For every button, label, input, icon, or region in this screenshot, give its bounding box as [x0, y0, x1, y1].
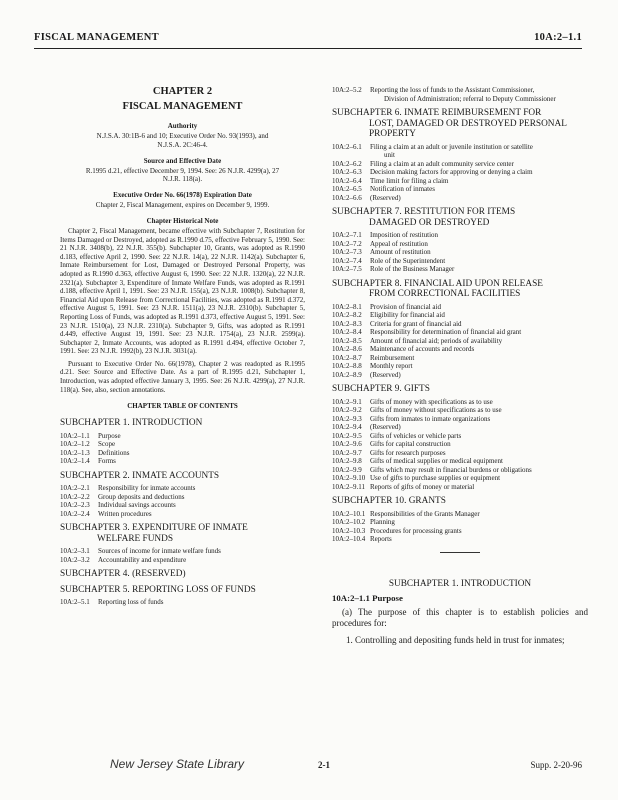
toc-entry[interactable] — [60, 510, 305, 519]
subchapter-heading[interactable] — [60, 418, 305, 429]
toc-entry[interactable] — [332, 240, 588, 249]
toc-entry-title: Forms — [98, 457, 116, 466]
toc-entry-number: 10A:2–7.3 — [332, 248, 362, 256]
toc-entry-title: Gifts of vehicles or vehicle parts — [370, 431, 462, 440]
toc-entry-number: 10A:2–2.4 — [60, 509, 90, 518]
toc-entry[interactable] — [60, 449, 305, 458]
authority-heading: Authority — [167, 122, 198, 130]
history-paragraph-2: Pursuant to Executive Order No. 66(1978), Chapter 2 was readopted as R.1995 d.21. See: Source and Effective Date. As a part of R.1995 d.21, Subchapter 1, Introduction, was adopted effective January 3, 1995. See: 26 N.J.R. 4299(a), 27 N.J.R. 118(a). See, also, section annotations. — [60, 359, 305, 394]
toc-entry-title: Individual savings accounts — [98, 501, 176, 510]
toc-entry-number: 10A:2–10.2 — [332, 518, 366, 526]
toc-entry-number: 10A:2–6.6 — [332, 193, 362, 202]
subchapter-heading-line-2: LOST, DAMAGED OR DESTROYED PERSONAL PROPERTY — [369, 118, 567, 139]
authority-text: N.J.S.A. 30:1B-6 and 10; Executive Order No. 93(1993), and N.J.S.A. 2C:46-4. — [96, 132, 269, 149]
subchapter-heading[interactable] — [60, 471, 305, 482]
subchapter-heading-line-1: SUBCHAPTER 1. INTRODUCTION — [60, 418, 203, 429]
toc-entry-number: 10A:2–8.9 — [332, 370, 362, 379]
subchapter-heading[interactable] — [60, 569, 305, 580]
toc-entry-title: Notification of inmates — [370, 185, 435, 193]
toc-entry-title: Gifts for capital construction — [370, 440, 451, 448]
toc-entry-title: Group deposits and deductions — [98, 492, 185, 501]
history-paragraph-1: Chapter 2, Fiscal Management, became effective with Subchapter 7, Restitution for Items Damaged or Destroyed, adopted as R.1990 d.75, effective February 5, 1990. See: 21 N.J.R. 3408(b), 22 N.J.R. 355(b). Subchapter 10, Grants, was adopted as R.1990 d.183, effective April 2, 1990. See: 22 N.J.R. 14(a), 22 N.J.R. 1142(a). Subchapter 6, Inmate Reimbursement for Lost, Damaged or Destroyed Personal Property, was adopted as R.1990 d.363, effective August 6, 1990. See: 22 N.J.R. 1320(a), 22 N.J.R. 2321(a). Subchapter 3, Expenditure of Inmate Welfare Funds, was adopted as R.1991 d.188, effective April 1, 1991. See: 23 N.J.R. 155(a), 23 N.J.R. 1008(b). Subchapter 8, Financial Aid upon Release from Correctional Facilities, was adopted as R.1991 d.372, effective August 5, 1991. See: 23 N.J.R. 1511(a), 23 N.J.R. 2310(b). Subchapter 5, Reporting Loss of Funds, was adopted as R.1991 d.373, effective August 5, 1991. See: 23 N.J.R. 1510(a), 23 N.J.R. 2310(a). Subchapter 9, Gifts, was adopted as R.1991 d.449, effective August 19, 1991. See: 23 N.J.R. 1754(a), 23 N.J.R. 2599(a). Subchapter 2, Inmate Accounts, was adopted as R.1991 d.494, effective October 7, 1991. See: 23 N.J.R. 1992(b), 23 N.J.R. 3031(a). — [60, 226, 305, 356]
source-heading: Source and Effective Date — [143, 156, 222, 165]
toc-entry-title: Reporting loss of funds — [98, 598, 164, 607]
toc-entry-number: 10A:2–8.8 — [332, 362, 362, 370]
toc-entry-number: 10A:2–10.4 — [332, 535, 366, 543]
toc-entry-title: Sources of income for inmate welfare funds — [98, 547, 221, 556]
subchapter-heading[interactable] — [332, 207, 588, 228]
toc-entry[interactable] — [60, 432, 305, 441]
toc-entry-title: Written procedures — [98, 509, 152, 518]
chapter-number: CHAPTER 2 — [152, 86, 213, 97]
toc-entry-number: 10A:2–5.2 — [332, 86, 362, 94]
toc-entry-title: Reports — [370, 535, 392, 543]
toc-entry-title: Role of the Superintendent — [370, 256, 446, 265]
toc-entry[interactable] — [60, 493, 305, 502]
toc-entry-title: Scope — [98, 440, 116, 449]
toc-entry-number: 10A:2–8.5 — [332, 336, 362, 345]
toc-entry-number: 10A:2–9.1 — [332, 397, 362, 406]
toc-entry[interactable] — [60, 484, 305, 493]
toc-entry-number: 10A:2–7.5 — [332, 265, 362, 273]
exec-order-text: Chapter 2, Fiscal Management, expires on December 9, 1999. — [95, 201, 270, 210]
toc-entry-title: Monthly report — [370, 362, 413, 370]
toc-entry-title: Gifts of money without specifications as to use — [370, 406, 502, 414]
subchapter-heading-line-1: SUBCHAPTER 8. FINANCIAL AID UPON RELEASE — [332, 278, 543, 289]
toc-entry[interactable] — [332, 466, 588, 475]
section-divider — [440, 552, 480, 553]
toc-right — [332, 108, 588, 544]
toc-entry-title: Definitions — [98, 448, 130, 457]
toc-entry[interactable] — [332, 168, 588, 177]
toc-entry-number: 10A:2–9.5 — [332, 431, 362, 440]
toc-entry-title: Decision making factors for approving or denying a claim — [370, 168, 533, 176]
toc-entry[interactable] — [332, 328, 588, 337]
purpose-item-1: 1. Controlling and depositing funds held in trust for inmates; — [346, 634, 565, 645]
toc-entry-title: Provision of financial aid — [370, 302, 441, 311]
toc-entry-title: Accountability and expenditure — [98, 555, 187, 564]
subchapter-heading-line-2: FROM CORRECTIONAL FACILITIES — [369, 289, 521, 299]
toc-entry[interactable] — [60, 556, 305, 565]
toc-entry-title: Eligibility for financial aid — [370, 311, 445, 319]
toc-entry-number: 10A:2–8.6 — [332, 345, 362, 353]
toc-entry[interactable] — [332, 177, 588, 186]
toc-entry-number: 10A:2–8.4 — [332, 328, 362, 336]
toc-entry[interactable] — [332, 406, 588, 415]
toc-entry[interactable] — [332, 440, 588, 449]
toc-entry-number: 10A:2–6.3 — [332, 168, 362, 176]
toc-entry-number: 10A:2–3.1 — [60, 547, 90, 556]
toc-entry[interactable] — [332, 457, 588, 466]
toc-entry-number: 10A:2–8.3 — [332, 319, 362, 328]
toc-entry-number: 10A:2–6.1 — [332, 142, 362, 151]
toc-entry[interactable] — [332, 474, 588, 483]
toc-entry[interactable] — [332, 248, 588, 257]
toc-entry-title: Gifts of medical supplies or medical equipment — [370, 457, 503, 465]
toc-entry-title: (Reserved) — [370, 193, 401, 202]
exec-order-heading: Executive Order No. 66(1978) Expiration Date — [113, 191, 252, 200]
toc-entry-title: Reporting the loss of funds to the Assistant Commissioner, — [370, 86, 535, 94]
subchapter-heading-line-1: SUBCHAPTER 2. INMATE ACCOUNTS — [60, 470, 220, 481]
running-header — [34, 32, 582, 46]
history-heading: Chapter Historical Note — [146, 216, 219, 225]
left-column — [60, 86, 305, 607]
header-section: 10A:2–1.1 — [534, 32, 582, 43]
toc-entry[interactable] — [332, 303, 588, 312]
section-1-1-heading: 10A:2–1.1 Purpose — [332, 592, 403, 603]
toc-entry[interactable] — [332, 143, 588, 160]
toc-entry-number: 10A:2–2.1 — [60, 484, 90, 493]
toc-entry[interactable] — [332, 345, 588, 354]
toc-entry-number: 10A:2–1.3 — [60, 448, 90, 457]
toc-heading: CHAPTER TABLE OF CONTENTS — [127, 402, 238, 411]
subchapter-heading[interactable] — [60, 523, 305, 544]
toc-entry[interactable] — [332, 257, 588, 266]
subchapter-heading-line-1: SUBCHAPTER 9. GIFTS — [332, 384, 430, 394]
toc-entry[interactable] — [332, 398, 588, 407]
toc-entry[interactable] — [332, 231, 588, 240]
toc-entry-number: 10A:2–2.3 — [60, 501, 90, 510]
toc-entry[interactable] — [332, 185, 588, 194]
toc-entry-title: Gifts for research purposes — [370, 448, 446, 457]
toc-entry-title: Purpose — [98, 431, 121, 440]
toc-entry[interactable] — [332, 535, 588, 544]
toc-entry-title: Imposition of restitution — [370, 231, 439, 239]
toc-entry-title: Gifts which may result in financial burdens or obligations — [370, 465, 532, 474]
toc-entry-title: Role of the Business Manager — [370, 265, 455, 273]
header-title: FISCAL MANAGEMENT — [34, 32, 159, 43]
subchapter-heading[interactable] — [60, 585, 305, 596]
toc-entry[interactable] — [332, 337, 588, 346]
toc-entry-title: Maintenance of accounts and records — [370, 345, 475, 353]
toc-entry-title: Responsibilities of the Grants Manager — [370, 509, 480, 518]
toc-entry[interactable] — [332, 311, 588, 320]
toc-entry-title: Amount of restitution — [370, 248, 431, 256]
toc-entry-number: 10A:2–7.2 — [332, 239, 362, 248]
subchapter-heading-line-2: DAMAGED OR DESTROYED — [369, 217, 490, 228]
toc-entry-number: 10A:2–9.10 — [332, 474, 366, 482]
toc-entry[interactable] — [60, 457, 305, 466]
toc-entry-number: 10A:2–6.4 — [332, 176, 362, 185]
toc-left — [60, 418, 305, 607]
toc-entry[interactable] — [332, 362, 588, 371]
toc-entry-title: Reports of gifts of money or material — [370, 482, 475, 491]
toc-entry-title-cont: unit — [384, 151, 395, 159]
right-column — [332, 86, 588, 652]
subchapter-heading-line-1: SUBCHAPTER 5. REPORTING LOSS OF FUNDS — [60, 584, 256, 595]
toc-entry[interactable] — [332, 371, 588, 380]
toc-entry-number: 10A:2–8.7 — [332, 353, 362, 362]
toc-entry-number: 10A:2–9.2 — [332, 406, 362, 414]
toc-entry-number: 10A:2–1.1 — [60, 431, 90, 440]
library-stamp: New Jersey State Library — [110, 757, 245, 771]
toc-entry[interactable] — [332, 354, 588, 363]
toc-entry-title: Responsibility for inmate accounts — [98, 484, 196, 493]
toc-entry-title: Appeal of restitution — [370, 239, 428, 248]
toc-entry-title: (Reserved) — [370, 370, 401, 379]
subchapter-1-title: SUBCHAPTER 1. INTRODUCTION — [388, 578, 532, 589]
toc-entry-title: Use of gifts to purchase supplies or equipment — [370, 474, 501, 482]
toc-entry-title-cont: Division of Administration; referral to Deputy Commissioner — [384, 94, 556, 103]
toc-entry[interactable] — [332, 423, 588, 432]
toc-entry[interactable] — [332, 483, 588, 492]
toc-entry-title: Reimbursement — [370, 353, 415, 362]
toc-entry-number: 10A:2–3.2 — [60, 555, 90, 564]
subchapter-heading-line-1: SUBCHAPTER 4. (RESERVED) — [60, 569, 186, 580]
toc-entry-number: 10A:2–9.4 — [332, 423, 362, 431]
subchapter-heading-line-1: SUBCHAPTER 10. GRANTS — [332, 496, 446, 506]
toc-entry-number: 10A:2–9.7 — [332, 448, 362, 457]
toc-entry[interactable] — [332, 194, 588, 203]
subchapter-heading-line-1: SUBCHAPTER 6. INMATE REIMBURSEMENT FOR — [332, 108, 542, 118]
subchapter-heading[interactable] — [332, 384, 588, 395]
toc-entry-title: Filing a claim at an adult community service center — [370, 159, 514, 168]
subchapter-heading[interactable] — [332, 496, 588, 507]
toc-entry-title: Amount of financial aid; periods of availability — [370, 336, 503, 345]
toc-entry-number: 10A:2–9.11 — [332, 482, 365, 491]
toc-entry-number: 10A:2–1.2 — [60, 440, 90, 449]
subchapter-heading-line-1: SUBCHAPTER 3. EXPENDITURE OF INMATE — [60, 523, 248, 534]
toc-entry[interactable] — [332, 86, 588, 103]
toc-entry-number: 10A:2–9.3 — [332, 414, 362, 423]
source-text: R.1995 d.21, effective December 9, 1994. See: 26 N.J.R. 4299(a), 27 N.J.R. 118(a). — [85, 166, 280, 184]
toc-entry-title: Filing a claim at an adult or juvenile institution or satellite — [370, 142, 533, 151]
toc-entry-number: 10A:2–9.6 — [332, 440, 362, 448]
toc-entry-title: Responsibility for determination of financial aid grant — [370, 328, 522, 336]
subchapter-heading-line-1: SUBCHAPTER 7. RESTITUTION FOR ITEMS — [332, 207, 516, 217]
toc-entry-number: 10A:2–9.9 — [332, 465, 362, 474]
toc-entry-number: 10A:2–2.2 — [60, 492, 90, 501]
toc-entry-number: 10A:2–6.5 — [332, 185, 362, 193]
subchapter-heading-line-2: WELFARE FUNDS — [97, 533, 174, 544]
toc-entry-number: 10A:2–5.1 — [60, 598, 90, 607]
toc-entry-title: Time limit for filing a claim — [370, 176, 449, 185]
toc-entry[interactable] — [332, 518, 588, 527]
header-rule — [34, 48, 582, 49]
toc-entry[interactable] — [332, 265, 588, 274]
toc-entry-number: 10A:2–7.1 — [332, 231, 362, 239]
toc-entry-number: 10A:2–8.2 — [332, 311, 362, 319]
toc-entry[interactable] — [332, 510, 588, 519]
toc-entry[interactable] — [332, 415, 588, 424]
toc-entry-title: Procedures for processing grants — [370, 526, 462, 535]
toc-entry-number: 10A:2–10.1 — [332, 509, 366, 518]
toc-entry[interactable] — [60, 501, 305, 510]
toc-entry[interactable] — [60, 440, 305, 449]
toc-entry-title: Planning — [370, 518, 395, 526]
toc-entry-number: 10A:2–8.1 — [332, 302, 362, 311]
toc-entry-title: (Reserved) — [370, 423, 401, 431]
toc-entry-number: 10A:2–1.4 — [60, 457, 90, 466]
purpose-paragraph-a: (a) The purpose of this chapter is to establish policies and procedures for: — [332, 606, 588, 628]
toc-entry[interactable] — [332, 320, 588, 329]
toc-entry[interactable] — [332, 527, 588, 536]
toc-entry-title: Gifts of money with specifications as to use — [370, 397, 493, 406]
toc-entry[interactable] — [60, 598, 305, 607]
chapter-name: FISCAL MANAGEMENT — [122, 101, 243, 112]
toc-entry[interactable] — [332, 449, 588, 458]
subchapter-heading[interactable] — [332, 279, 588, 300]
subchapter-heading[interactable] — [332, 108, 588, 140]
toc-entry-number: 10A:2–9.8 — [332, 457, 362, 465]
toc-entry-number: 10A:2–6.2 — [332, 159, 362, 168]
toc-entry-title: Criteria for grant of financial aid — [370, 319, 462, 328]
toc-entry[interactable] — [60, 547, 305, 556]
supplement-date: Supp. 2-20-96 — [530, 760, 582, 770]
toc-entry[interactable] — [332, 160, 588, 169]
toc-entry-title: Gifts from inmates to inmate organizations — [370, 414, 491, 423]
toc-entry-number: 10A:2–10.3 — [332, 526, 366, 535]
page-number: 2-1 — [318, 760, 330, 770]
toc-entry-number: 10A:2–7.4 — [332, 256, 362, 265]
toc-entry[interactable] — [332, 432, 588, 441]
